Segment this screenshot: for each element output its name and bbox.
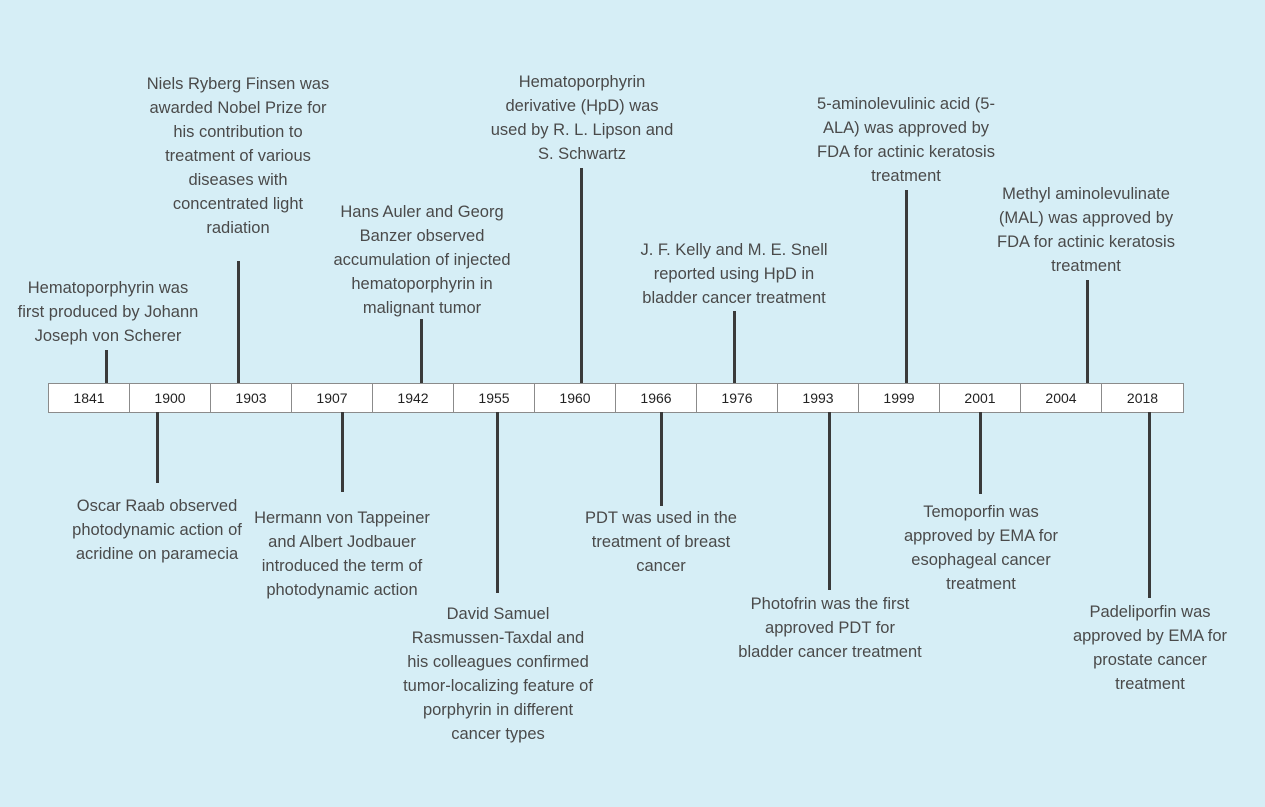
connector-1976 (733, 311, 736, 383)
year-1976: 1976 (697, 384, 778, 412)
event-1976: J. F. Kelly and M. E. Snell reported using HpD in bladder cancer treatment (640, 241, 828, 307)
year-1955: 1955 (454, 384, 535, 412)
year-1907: 1907 (292, 384, 373, 412)
year-2001: 2001 (940, 384, 1021, 412)
year-1999: 1999 (859, 384, 940, 412)
connector-1841 (105, 350, 108, 383)
connector-1900 (156, 412, 159, 483)
connector-1960 (580, 168, 583, 383)
event-2018: Padeliporfin was approved by EMA for prostate cancer treatment (1072, 603, 1228, 693)
event-1999: 5-aminolevulinic acid (5-ALA) was approved by FDA for actinic keratosis treatment (817, 95, 995, 185)
connector-1993 (828, 412, 831, 590)
year-1841: 1841 (49, 384, 130, 412)
connector-1999 (905, 190, 908, 383)
year-1903: 1903 (211, 384, 292, 412)
connector-1955 (496, 412, 499, 593)
year-2004: 2004 (1021, 384, 1102, 412)
year-axis (48, 383, 1184, 413)
year-1942: 1942 (373, 384, 454, 412)
connector-1907 (341, 412, 344, 492)
event-1960: Hematoporphyrin derivative (HpD) was used by R. L. Lipson and S. Schwartz (490, 73, 674, 163)
year-1960: 1960 (535, 384, 616, 412)
year-1900: 1900 (130, 384, 211, 412)
event-2004: Methyl aminolevulinate (MAL) was approved by FDA for actinic keratosis treatment (997, 185, 1175, 275)
connector-1966 (660, 412, 663, 506)
event-1841: Hematoporphyrin was first produced by Johann Joseph von Scherer (17, 279, 199, 345)
connector-2018 (1148, 412, 1151, 598)
event-1966: PDT was used in the treatment of breast cancer (585, 509, 737, 575)
connector-1942 (420, 319, 423, 383)
event-1993: Photofrin was the first approved PDT for bladder cancer treatment (738, 595, 922, 661)
year-2018: 2018 (1126, 390, 1159, 406)
year-1966: 1966 (616, 384, 697, 412)
connector-2004 (1086, 280, 1089, 383)
event-1900: Oscar Raab observed photodynamic action of acridine on paramecia (72, 497, 242, 563)
event-1903: Niels Ryberg Finsen was awarded Nobel Prize for his contribution to treatment of various diseases with concentrated light radiation (146, 75, 330, 237)
year-1993: 1993 (778, 384, 859, 412)
event-1907: Hermann von Tappeiner and Albert Jodbauer introduced the term of photodynamic action (254, 509, 430, 599)
event-2001: Temoporfin was approved by EMA for esophageal cancer treatment (903, 503, 1059, 593)
connector-1903 (237, 261, 240, 383)
event-1942: Hans Auler and Georg Banzer observed accumulation of injected hematoporphyrin in malignant tumor (333, 203, 511, 317)
connector-2001 (979, 412, 982, 494)
event-1955: David Samuel Rasmussen-Taxdal and his colleagues confirmed tumor-localizing feature of porphyrin in different cancer types (403, 605, 593, 743)
